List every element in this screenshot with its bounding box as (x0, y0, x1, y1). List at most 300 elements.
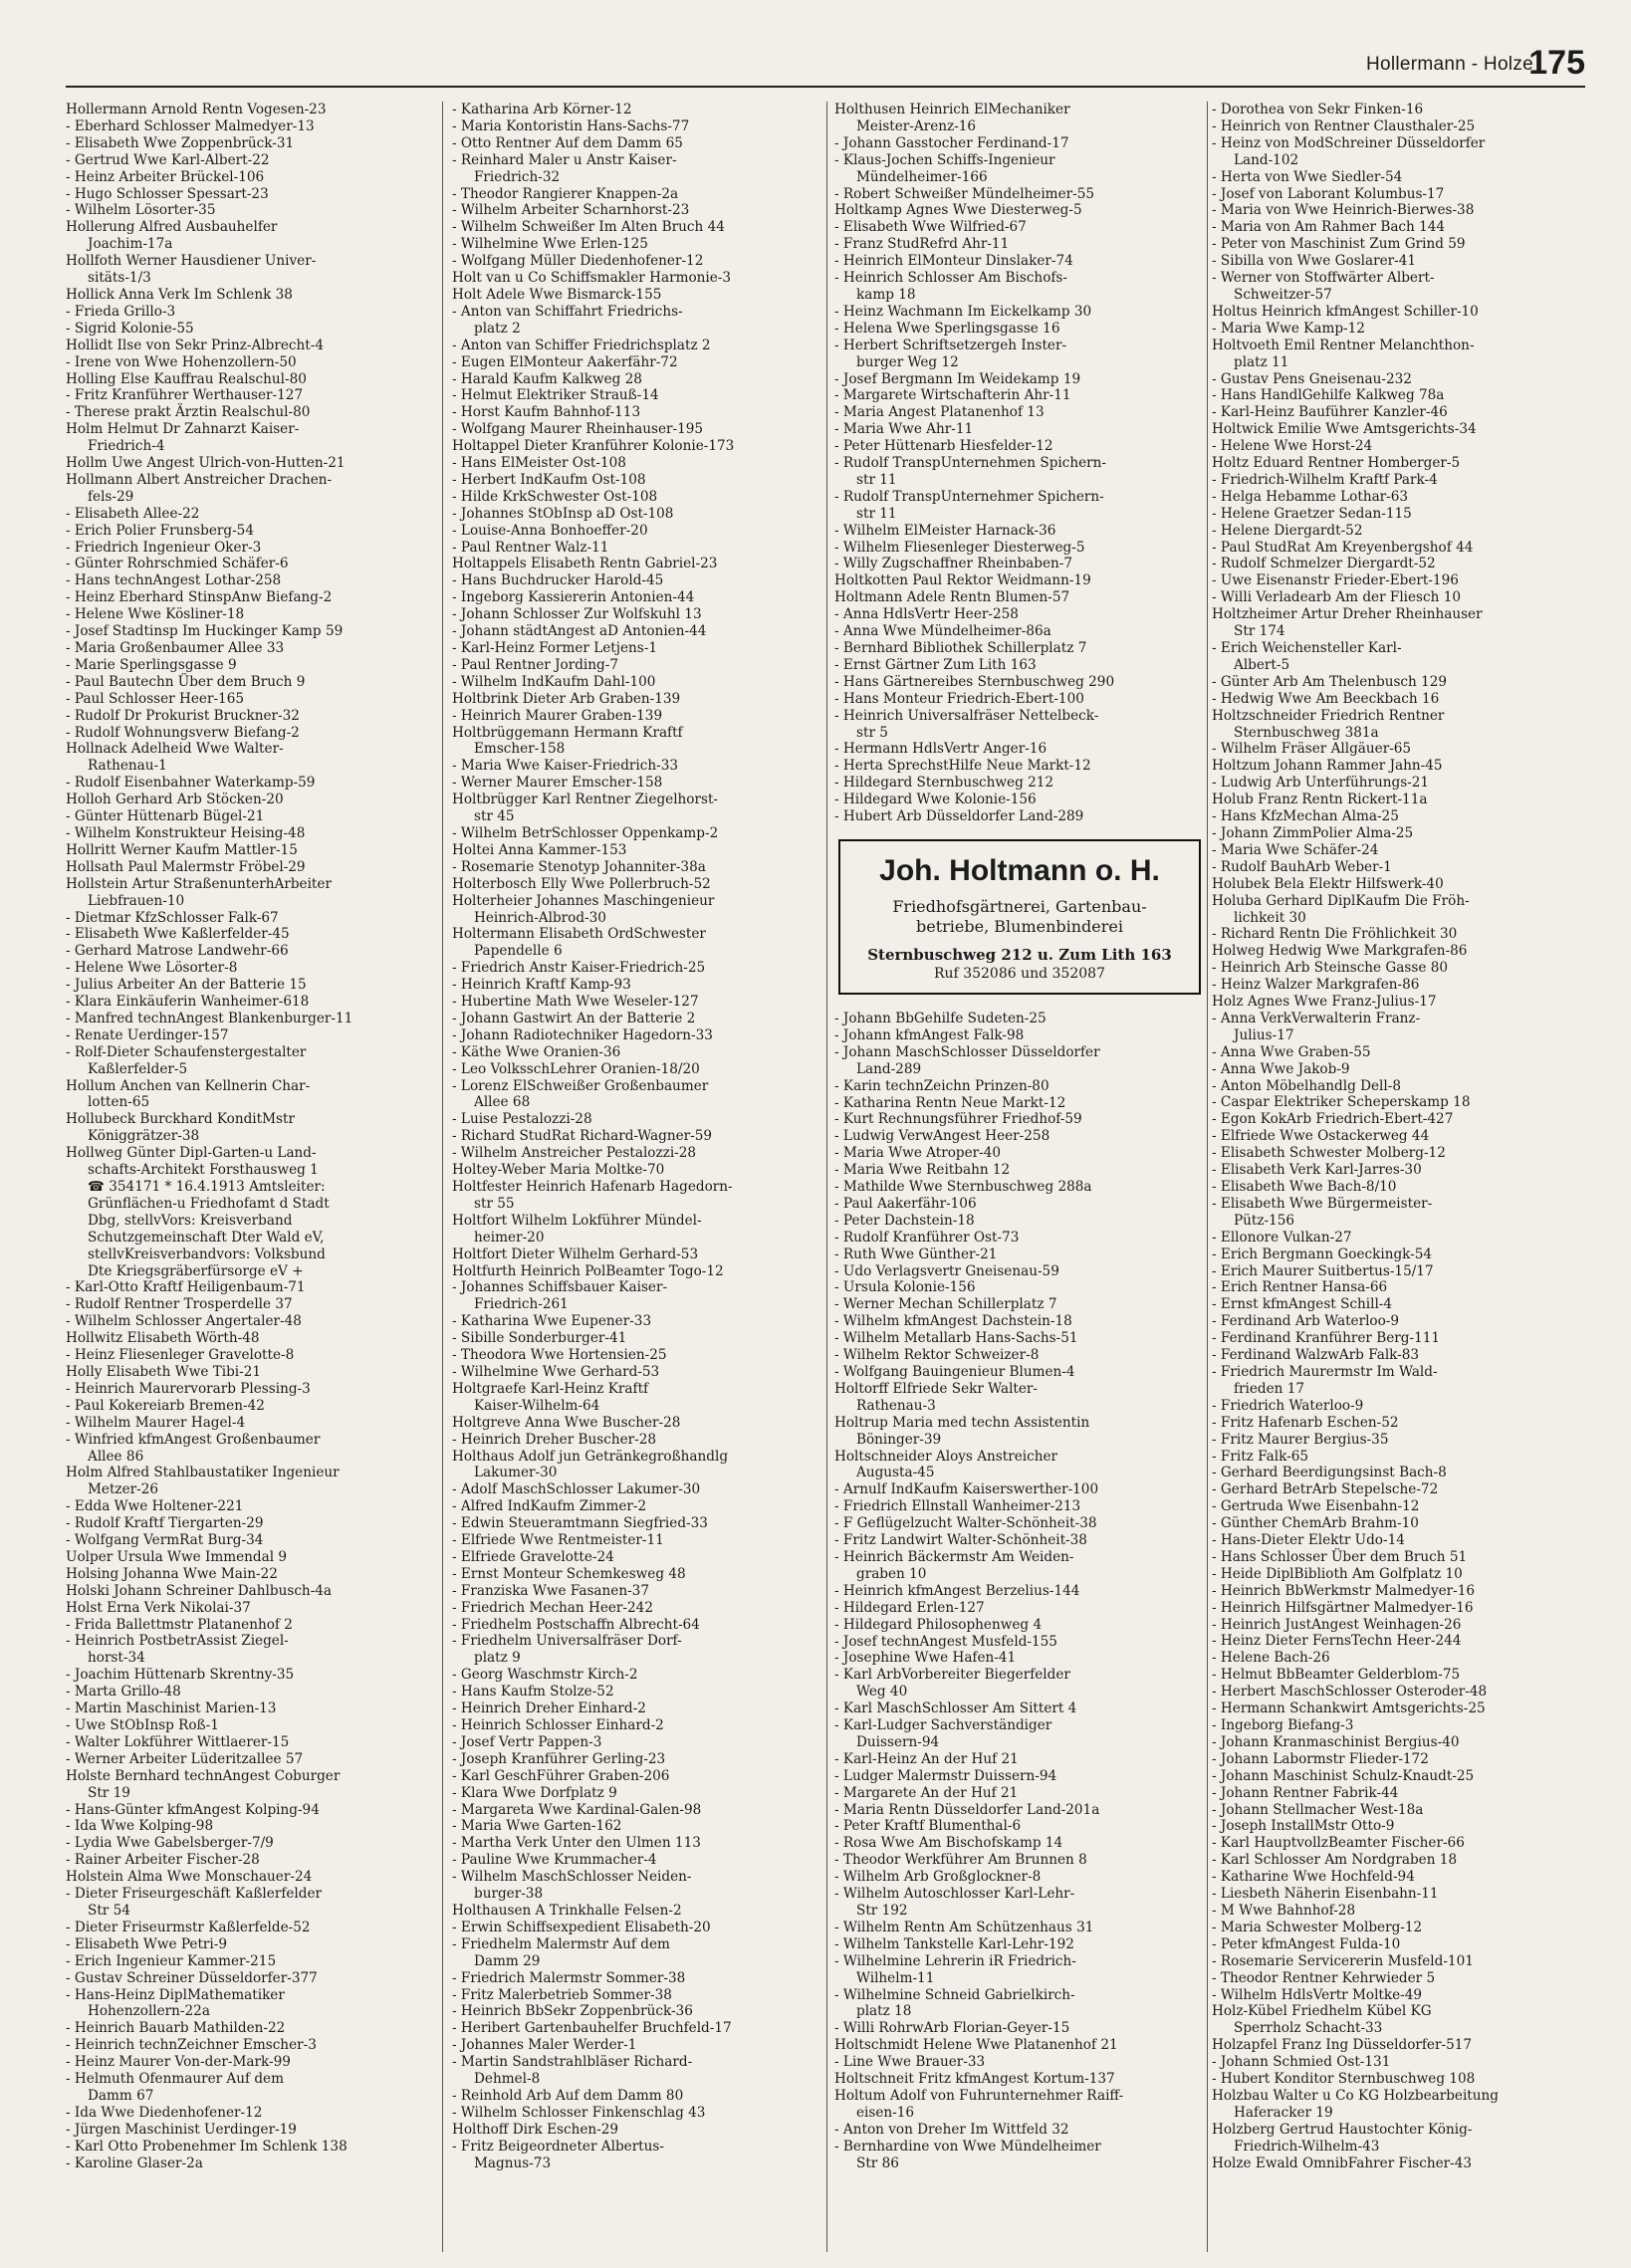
directory-entry (66, 169, 432, 186)
entry-text: Holtbrügger Karl Rentner Ziegelhorst- (452, 792, 719, 808)
advertisement-company-name: Joh. Holtmann o. H. (879, 853, 1160, 887)
entry-text: - Johann ZimmPolier Alma-25 (1212, 824, 1414, 841)
entry-text: Holtschneider Aloys Anstreicher (834, 1448, 1058, 1465)
directory-entry (834, 186, 1205, 203)
entry-text: - Hans Monteur Friedrich-Ebert-100 (834, 690, 1084, 707)
directory-entry (1212, 876, 1583, 893)
entry-text: - Heide DiplBiblioth Am Golfplatz 10 (1212, 1565, 1463, 1582)
entry-text: - Bernhard Bibliothek Schillerplatz 7 (834, 640, 1087, 656)
entry-text: - Therese prakt Ärztin Realschul-80 (66, 404, 311, 421)
directory-entry (834, 589, 1205, 606)
directory-entry (66, 421, 432, 455)
entry-text: Hollermann Arnold Rentn Vogesen-23 (66, 102, 327, 117)
entry-continuation: Weg 40 (856, 1684, 908, 1701)
entry-text: - Edda Wwe Holtener-221 (66, 1498, 244, 1515)
entry-text: Holzbau Walter u Co KG Holzbearbeitung (1212, 2087, 1499, 2104)
entry-text: - Johann Kranmaschinist Bergius-40 (1212, 1733, 1460, 1750)
entry-text: - Rosemarie Stenotyp Johanniter-38a (452, 858, 706, 875)
directory-entry (452, 387, 818, 404)
entry-text: - Günter Hüttenarb Bügel-21 (66, 808, 265, 825)
entry-text: Hollm Uwe Angest Ulrich-von-Hutten-21 (66, 455, 346, 472)
directory-entry (834, 1600, 1205, 1617)
directory-entry (66, 808, 432, 825)
directory-entry (834, 1498, 1205, 1515)
directory-column-2 (452, 102, 818, 2262)
entry-text: - Rudolf Kranführer Ost-73 (834, 1229, 1020, 1246)
entry-text: - Hans HandlGehilfe Kalkweg 78a (1212, 387, 1445, 404)
directory-entry (66, 910, 432, 927)
entry-text: - Maria Wwe Kamp-12 (1212, 320, 1365, 337)
entry-text: Holst Erna Verk Nikolai-37 (66, 1599, 251, 1616)
entry-text: - Jürgen Maschinist Uerdinger-19 (66, 2121, 297, 2138)
entry-text: - Rudolf Schmelzer Diergardt-52 (1212, 556, 1436, 572)
entry-text: Hollerung Alfred Ausbauhelfer (66, 219, 278, 236)
entry-text: - Heinrich kfmAngest Berzelius-144 (834, 1582, 1080, 1599)
directory-entry (1212, 1936, 1583, 1953)
entry-text: - Hildegard Sternbuschweg 212 (834, 775, 1054, 792)
entry-text: - Herta von Wwe Siedler-54 (1212, 168, 1403, 185)
entry-continuation: Schweitzer-57 (1234, 286, 1332, 303)
directory-entry (452, 489, 818, 506)
directory-entry (1212, 1617, 1583, 1634)
entry-continuation: platz 9 (474, 1650, 521, 1667)
directory-entry (1212, 1111, 1583, 1128)
entry-text: - Gertruda Wwe Eisenbahn-12 (1212, 1498, 1420, 1515)
entry-text: - Dieter Friseurgeschäft Kaßlerfelder (66, 1886, 322, 1903)
entry-continuation: Dte Kriegsgräberfürsorge eV + (88, 1262, 304, 1279)
directory-entry (1212, 808, 1583, 825)
entry-text: - Werner Mechan Schillerplatz 7 (834, 1296, 1057, 1313)
entry-continuation: Duissern-94 (856, 1733, 940, 1750)
directory-entry (66, 725, 432, 742)
entry-text: - Anton Möbelhandlg Dell-8 (1212, 1077, 1401, 1094)
entry-continuation: Rathenau-1 (88, 758, 167, 775)
entry-text: - Klara Einkäuferin Wanheimer-618 (66, 994, 310, 1011)
entry-text: - Bernhardine von Wwe Mündelheimer (834, 2138, 1101, 2155)
directory-entry (66, 304, 432, 321)
directory-entry (1212, 506, 1583, 523)
directory-entry (1212, 1230, 1583, 1247)
entry-text: Holthoff Dirk Eschen-29 (452, 2121, 619, 2138)
directory-entry (834, 1347, 1205, 1364)
directory-entry (834, 1835, 1205, 1852)
directory-entry (834, 691, 1205, 708)
directory-entry (834, 640, 1205, 657)
directory-entry (1212, 2003, 1583, 2037)
entry-text: - Marie Sperlingsgasse 9 (66, 656, 237, 673)
entry-text: Holtey-Weber Maria Moltke-70 (452, 1162, 665, 1179)
directory-entry (452, 1717, 818, 1734)
entry-text: - Anna Wwe Graben-55 (1212, 1043, 1371, 1060)
directory-entry (66, 1011, 432, 1027)
directory-entry (1212, 2088, 1583, 2122)
directory-entry (1212, 404, 1583, 421)
directory-entry (1212, 489, 1583, 506)
directory-entry (452, 1213, 818, 1247)
directory-entry (452, 1027, 818, 1044)
directory-entry (1212, 640, 1583, 674)
entry-text: - Ellonore Vulkan-27 (1212, 1229, 1352, 1246)
entry-text: Uolper Ursula Wwe Immendal 9 (66, 1548, 288, 1565)
directory-entry (1212, 1011, 1583, 1044)
directory-entry (452, 1852, 818, 1869)
entry-text: Holtei Anna Kammer-153 (452, 841, 627, 858)
entry-text: - Wilhelmine Schneid Gabrielkirch- (834, 1986, 1075, 2003)
directory-entry (452, 674, 818, 691)
directory-entry (1212, 387, 1583, 404)
entry-continuation: burger Weg 12 (856, 353, 959, 370)
directory-entry (1212, 1987, 1583, 2004)
directory-entry (66, 943, 432, 960)
entry-text: - Hilde KrkSchwester Ost-108 (452, 488, 658, 505)
directory-entry (1212, 758, 1583, 775)
entry-text: - Heinrich Hilfsgärtner Malmedyer-16 (1212, 1599, 1474, 1616)
directory-entry (452, 102, 818, 118)
directory-entry (1212, 371, 1583, 388)
entry-text: - Heinrich technZeichner Emscher-3 (66, 2037, 317, 2054)
directory-entry (834, 152, 1205, 186)
entry-text: - Franziska Wwe Fasanen-37 (452, 1582, 649, 1599)
directory-entry (834, 674, 1205, 691)
entry-text: - Karoline Glaser-2a (66, 2155, 203, 2171)
entry-continuation: Liebfrauen-10 (88, 892, 185, 909)
entry-text: - Dieter Friseurmstr Kaßlerfelde-52 (66, 1919, 311, 1935)
directory-entry (834, 1095, 1205, 1112)
directory-entry (452, 253, 818, 270)
directory-entry (452, 1432, 818, 1449)
entry-text: - Katharina Rentn Neue Markt-12 (834, 1094, 1066, 1111)
entry-text: - Ludger Malermstr Duissern-94 (834, 1767, 1057, 1784)
entry-continuation: str 45 (474, 808, 515, 825)
entry-text: - Martin Maschinist Marien-13 (66, 1701, 277, 1717)
entry-text: - Julius Arbeiter An der Batterie 15 (66, 977, 307, 994)
entry-text: - Hildegard Wwe Kolonie-156 (834, 792, 1037, 808)
directory-entry (66, 1684, 432, 1701)
entry-text: - Johannes Schiffsbauer Kaiser- (452, 1279, 668, 1296)
entry-text: Holtvoeth Emil Rentner Melanchthon- (1212, 337, 1475, 353)
entry-text: Holthusen Heinrich ElMechaniker (834, 102, 1070, 117)
entry-text: - Elfriede Wwe Ostackerweg 44 (1212, 1128, 1430, 1145)
entry-text: - Wilhelm BetrSchlosser Oppenkamp-2 (452, 824, 719, 841)
entry-text: - Maria Großenbaumer Allee 33 (66, 640, 285, 656)
entry-text: - Wilhelm Rentn Am Schützenhaus 31 (834, 1919, 1094, 1935)
directory-entry (66, 1802, 432, 1819)
entry-text: - Herta SprechstHilfe Neue Markt-12 (834, 758, 1091, 775)
directory-entry (66, 1566, 432, 1583)
directory-entry (834, 371, 1205, 388)
directory-entry (834, 1128, 1205, 1145)
entry-text: - Fritz Maurer Bergius-35 (1212, 1431, 1389, 1448)
directory-entry (834, 1415, 1205, 1449)
entry-text: - Erich Bergmann Goeckingk-54 (1212, 1246, 1433, 1262)
directory-entry (66, 1633, 432, 1667)
entry-continuation: Str 174 (1234, 623, 1285, 640)
directory-entry (1212, 321, 1583, 338)
directory-entry (1212, 1498, 1583, 1515)
entry-text: - Gustav Pens Gneisenau-232 (1212, 370, 1412, 387)
directory-entry (1212, 102, 1583, 118)
entry-text: - Helene Wwe Horst-24 (1212, 438, 1373, 455)
entry-text: - Maria Kontoristin Hans-Sachs-77 (452, 117, 690, 134)
entry-continuation: Wilhelm-11 (856, 1969, 935, 1986)
directory-entry (66, 926, 432, 943)
entry-text: - Walter Lokführer Wittlaerer-15 (66, 1733, 290, 1750)
entry-text: - Sigrid Kolonie-55 (66, 320, 194, 337)
entry-text: - Heinrich Bäckermstr Am Weiden- (834, 1548, 1074, 1565)
directory-entry (834, 1364, 1205, 1381)
directory-entry (834, 708, 1205, 742)
entry-text: - Johann Stellmacher West-18a (1212, 1801, 1424, 1818)
entry-text: - Paul Rentner Jording-7 (452, 656, 618, 673)
entry-text: - Josephine Wwe Hafen-41 (834, 1650, 1017, 1667)
entry-text: - Otto Rentner Auf dem Damm 65 (452, 134, 683, 151)
directory-entry (66, 1852, 432, 1869)
directory-entry (834, 792, 1205, 808)
directory-entry (66, 1667, 432, 1684)
directory-entry (834, 135, 1205, 152)
directory-entry (1212, 338, 1583, 371)
entry-text: - Harald Kaufm Kalkweg 28 (452, 370, 642, 387)
directory-entry (1212, 1078, 1583, 1095)
entry-text: - Wilhelm IndKaufm Dahl-100 (452, 673, 656, 690)
entry-continuation: Dehmel-8 (474, 2071, 541, 2088)
entry-text: - Paul Rentner Walz-11 (452, 539, 609, 556)
directory-entry (1212, 1600, 1583, 1617)
entry-continuation: Damm 29 (474, 1952, 541, 1969)
entry-text: - Fritz Malerbetrieb Sommer-38 (452, 1986, 672, 2003)
entry-continuation: Friedrich-4 (88, 438, 165, 455)
directory-entry (452, 589, 818, 606)
directory-entry (834, 1617, 1205, 1634)
directory-entry (834, 623, 1205, 640)
directory-entry (834, 270, 1205, 304)
directory-entry (452, 2054, 818, 2088)
directory-entry (452, 1381, 818, 1415)
entry-text: - Günther ChemArb Brahm-10 (1212, 1515, 1419, 1532)
directory-entry (66, 2139, 432, 2155)
directory-entry (452, 708, 818, 725)
directory-entry (1212, 1852, 1583, 1869)
directory-entry (66, 152, 432, 169)
directory-entry (1212, 1515, 1583, 1532)
entry-continuation: heimer-20 (474, 1229, 545, 1246)
entry-text: - Elisabeth Wwe Kaßlerfelder-45 (66, 926, 290, 943)
directory-entry (452, 118, 818, 135)
directory-entry (452, 556, 818, 572)
entry-text: Holtfort Wilhelm Lokführer Mündel- (452, 1212, 702, 1229)
entry-text: - Peter kfmAngest Fulda-10 (1212, 1935, 1401, 1952)
entry-text: - Elisabeth Verk Karl-Jarres-30 (1212, 1162, 1422, 1179)
directory-entry (452, 2122, 818, 2139)
entry-text: - Helmuth Ofenmaurer Auf dem (66, 2071, 284, 2088)
entry-text: - Willy Zugschaffner Rheinbaben-7 (834, 556, 1073, 572)
directory-entry (452, 876, 818, 893)
directory-entry (834, 1701, 1205, 1717)
directory-entry (452, 2020, 818, 2037)
directory-entry (452, 438, 818, 455)
entry-text: - Theodor Werkführer Am Brunnen 8 (834, 1852, 1087, 1869)
entry-text: - Elfriede Gravelotte-24 (452, 1548, 614, 1565)
directory-entry (452, 1532, 818, 1549)
entry-text: - Wilhelm HdlsVertr Moltke-49 (1212, 1986, 1423, 2003)
directory-entry (66, 102, 432, 118)
entry-text: - Wolfgang VermRat Burg-34 (66, 1532, 264, 1549)
directory-entry (1212, 1701, 1583, 1717)
entry-text: Holtkotten Paul Rektor Weidmann-19 (834, 572, 1091, 589)
entry-text: - Peter Kraftf Blumenthal-6 (834, 1818, 1022, 1835)
directory-entry (1212, 1415, 1583, 1432)
entry-text: - Rudolf Rentner Trosperdelle 37 (66, 1296, 293, 1313)
directory-entry (66, 589, 432, 606)
entry-text: - Rudolf Dr Prokurist Bruckner-32 (66, 707, 300, 724)
directory-entry (66, 1970, 432, 1987)
entry-text: - Maria von Wwe Heinrich-Bierwes-38 (1212, 202, 1475, 219)
entry-text: Holtz Eduard Rentner Homberger-5 (1212, 455, 1461, 472)
entry-continuation: Str 19 (88, 1784, 130, 1801)
directory-entry (1212, 572, 1583, 589)
entry-text: - Friedhelm Postschaffn Albrecht-64 (452, 1616, 700, 1633)
directory-entry (66, 876, 432, 910)
entry-text: - Maria Angest Platanenhof 13 (834, 404, 1045, 421)
entry-text: - Elisabeth Wwe Wilfried-67 (834, 219, 1027, 236)
entry-text: - Peter von Maschinist Zum Grind 59 (1212, 236, 1466, 253)
entry-text: - Helmut Elektriker Strauß-14 (452, 387, 659, 404)
entry-text: Holze Ewald OmnibFahrer Fischer-43 (1212, 2155, 1473, 2171)
entry-text: - Joachim Hüttenarb Skrentny-35 (66, 1667, 295, 1684)
directory-entry (452, 1364, 818, 1381)
directory-entry (834, 1330, 1205, 1347)
entry-text: - Eugen ElMonteur Aakerfähr-72 (452, 353, 678, 370)
entry-continuation: Albert-5 (1234, 656, 1290, 673)
entry-text: Holm Helmut Dr Zahnarzt Kaiser- (66, 421, 300, 438)
directory-entry (1212, 1296, 1583, 1313)
directory-entry (452, 2105, 818, 2122)
entry-text: - Lydia Wwe Gabelsberger-7/9 (66, 1835, 274, 1852)
entry-text: - Wilhelm Arb Großglockner-8 (834, 1869, 1042, 1886)
entry-text: - Ernst Monteur Schemkesweg 48 (452, 1565, 686, 1582)
directory-entry (1212, 2122, 1583, 2155)
entry-text: - Wilhelm Metallarb Hans-Sachs-51 (834, 1330, 1078, 1347)
directory-entry (1212, 1684, 1583, 1701)
entry-text: Holthausen A Trinkhalle Felsen-2 (452, 1902, 682, 1919)
entry-text: - Elisabeth Schwester Molberg-12 (1212, 1145, 1446, 1162)
entry-text: - Heinz Fliesenleger Gravelotte-8 (66, 1347, 295, 1364)
entry-continuation: Damm 67 (88, 2087, 154, 2104)
entry-text: Holtorff Elfriede Sekr Walter- (834, 1380, 1039, 1397)
directory-entry (1212, 1768, 1583, 1785)
entry-text: - Theodor Rentner Kehrwieder 5 (1212, 1969, 1436, 1986)
entry-text: - Heinrich Schlosser Am Bischofs- (834, 270, 1067, 287)
directory-entry (834, 1481, 1205, 1498)
entry-text: Holt van u Co Schiffsmakler Harmonie-3 (452, 270, 732, 287)
entry-text: - Hermann HdlsVertr Anger-16 (834, 741, 1048, 758)
directory-entry (1212, 1279, 1583, 1296)
directory-entry (66, 1987, 432, 2021)
entry-text: - Heinz Eberhard StinspAnw Biefang-2 (66, 589, 333, 606)
directory-entry (452, 1061, 818, 1078)
directory-entry (66, 2155, 432, 2172)
entry-text: - Rudolf Wohnungsverw Biefang-2 (66, 724, 300, 741)
directory-entry (66, 674, 432, 691)
directory-entry (1212, 1802, 1583, 1819)
entry-text: - Erich Polier Frunsberg-54 (66, 522, 254, 539)
directory-entry (66, 1415, 432, 1432)
directory-entry (1212, 1970, 1583, 1987)
entry-text: - Caspar Elektriker Scheperskamp 18 (1212, 1094, 1471, 1111)
directory-entry (1212, 1044, 1583, 1061)
entry-text: - Rudolf Kraftf Tiergarten-29 (66, 1515, 264, 1532)
entry-text: Holste Bernhard technAngest Coburger (66, 1767, 341, 1784)
entry-text: - Hedwig Wwe Am Beeckbach 16 (1212, 690, 1440, 707)
entry-continuation: Kaiser-Wilhelm-64 (474, 1397, 600, 1414)
directory-entry (66, 1364, 432, 1381)
entry-text: Holtschneit Fritz kfmAngest Kortum-137 (834, 2071, 1115, 2088)
entry-text: Holtgraefe Karl-Heinz Kraftf (452, 1380, 649, 1397)
entry-text: - Sibilla von Wwe Goslarer-41 (1212, 253, 1417, 270)
entry-text: - Rudolf TranspUnternehmen Spichern- (834, 455, 1106, 472)
directory-entry (66, 1768, 432, 1802)
directory-entry (834, 2020, 1205, 2037)
directory-entry (452, 1415, 818, 1432)
directory-entry (1212, 1886, 1583, 1903)
entry-text: - Heinrich Kraftf Kamp-93 (452, 977, 631, 994)
entry-text: - Wolfgang Müller Diedenhofener-12 (452, 253, 704, 270)
directory-entry (452, 977, 818, 994)
entry-text: - Ferdinand Arb Waterloo-9 (1212, 1313, 1400, 1330)
entry-text: - Hubert Konditor Sternbuschweg 108 (1212, 2071, 1476, 2088)
directory-entry (1212, 1650, 1583, 1667)
entry-text: Holt Adele Wwe Bismarck-155 (452, 286, 662, 303)
entry-text: - Robert Schweißer Mündelheimer-55 (834, 185, 1095, 202)
entry-continuation: Str 54 (88, 1902, 130, 1919)
entry-text: - Wilhelm Tankstelle Karl-Lehr-192 (834, 1935, 1074, 1952)
entry-text: - Rudolf Eisenbahner Waterkamp-59 (66, 775, 316, 792)
directory-entry (66, 1920, 432, 1936)
entry-text: - Ferdinand Kranführer Berg-111 (1212, 1330, 1441, 1347)
entry-text: - Winfried kfmAngest Großenbaumer (66, 1431, 321, 1448)
entry-text: Holtwick Emilie Wwe Amtsgerichts-34 (1212, 421, 1477, 438)
entry-text: Hollritt Werner Kaufm Mattler-15 (66, 841, 298, 858)
directory-entry (66, 2020, 432, 2037)
directory-entry (66, 792, 432, 808)
entry-text: - Gertrud Wwe Karl-Albert-22 (66, 151, 270, 168)
entry-text: - Karl-Heinz An der Huf 21 (834, 1750, 1019, 1767)
directory-entry (1212, 1481, 1583, 1498)
directory-entry (834, 1313, 1205, 1330)
entry-text: - Johann Schmied Ost-131 (1212, 2054, 1391, 2071)
entry-text: - Reinhard Maler u Anstr Kaiser- (452, 151, 677, 168)
entry-text: Holzberg Gertrud Haustochter König- (1212, 2121, 1473, 2138)
directory-entry (834, 1886, 1205, 1920)
entry-text: - Friedrich Maurermstr Im Wald- (1212, 1363, 1438, 1380)
column-divider (1207, 102, 1208, 2252)
entry-text: - Paul StudRat Am Kreyenbergshof 44 (1212, 539, 1474, 556)
directory-entry (1212, 674, 1583, 691)
entry-text: - Josef technAngest Musfeld-155 (834, 1633, 1057, 1650)
entry-text: - Johann Gasstocher Ferdinand-17 (834, 134, 1069, 151)
entry-text: - Johann MaschSchlosser Düsseldorfer (834, 1043, 1100, 1060)
entry-text: - Maria von Am Rahmer Bach 144 (1212, 219, 1446, 236)
advertisement-description-line: betriebe, Blumenbinderei (916, 916, 1123, 936)
directory-entry (66, 1936, 432, 1953)
directory-entry (452, 236, 818, 253)
directory-entry (834, 2088, 1205, 2122)
directory-entry (834, 1549, 1205, 1583)
entry-text: - Hans Kaufm Stolze-52 (452, 1684, 614, 1701)
directory-entry (1212, 859, 1583, 876)
entry-text: - Heinrich Universalfräser Nettelbeck- (834, 707, 1099, 724)
directory-entry (1212, 1061, 1583, 1078)
